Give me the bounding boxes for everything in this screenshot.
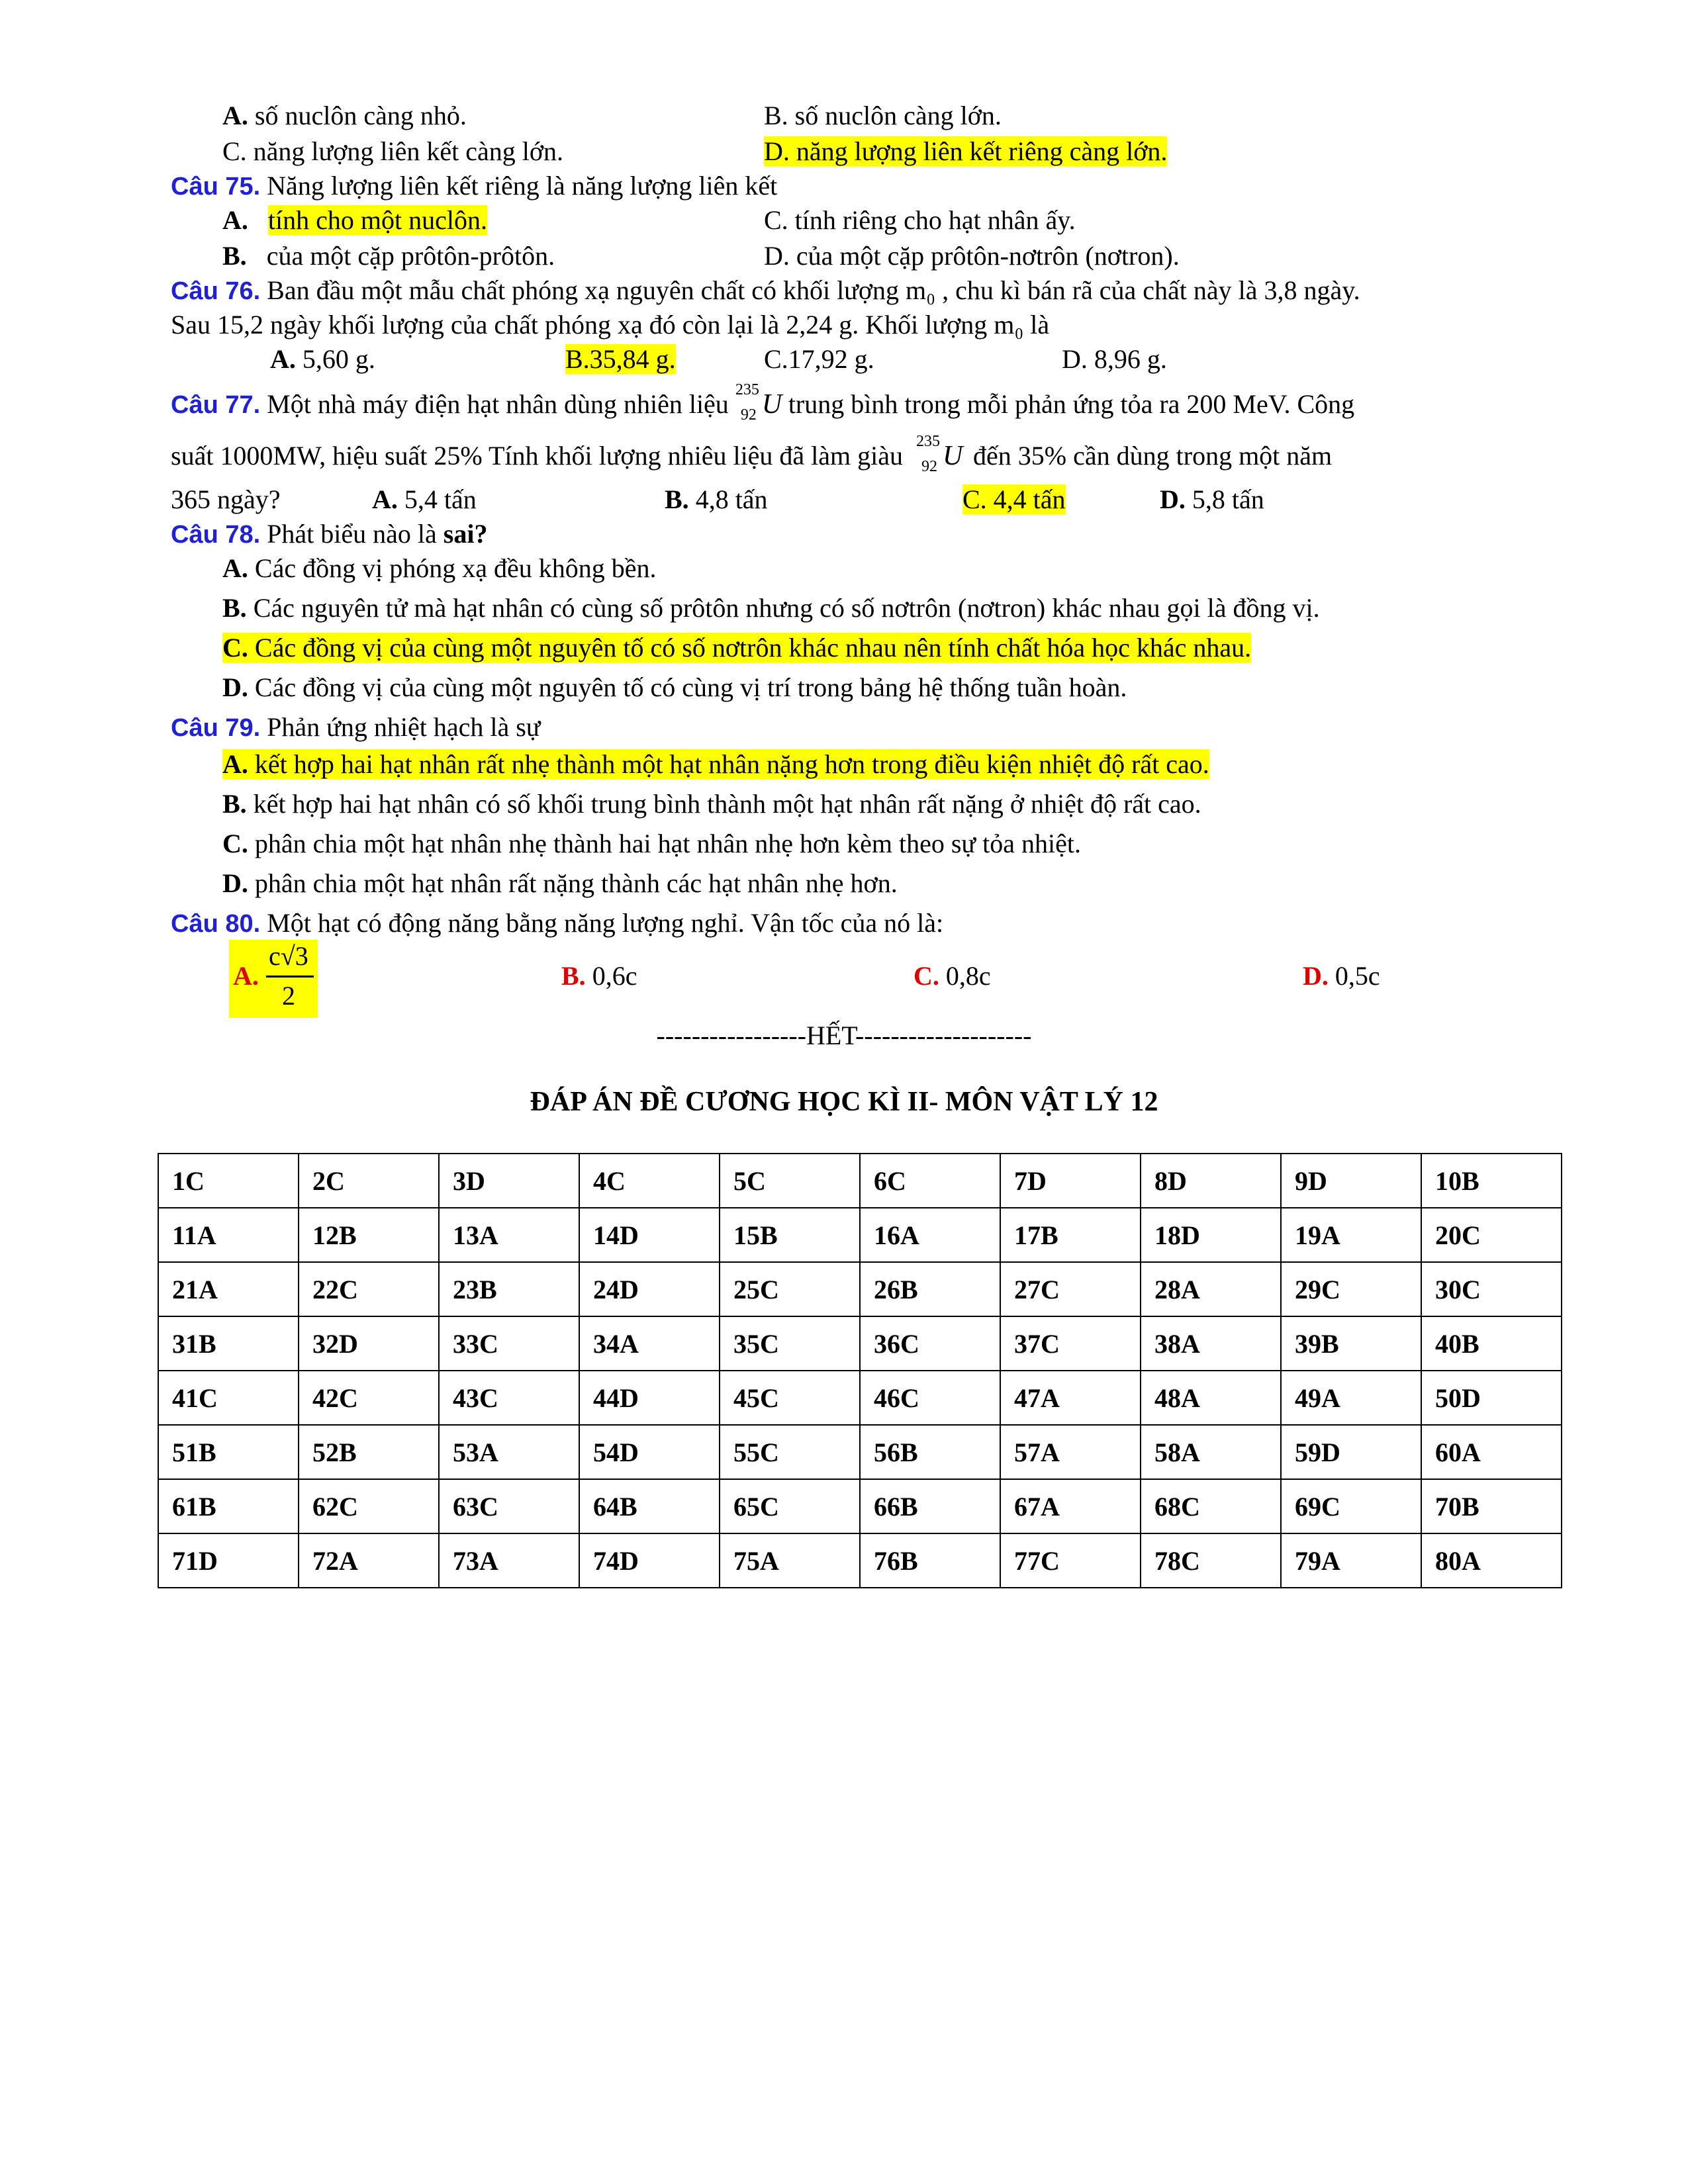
answer-cell: 30C [1421, 1262, 1562, 1316]
answer-cell: 74D [579, 1533, 720, 1588]
q77-option-c [962, 483, 1066, 516]
answer-cell: 32D [299, 1316, 439, 1371]
answer-cell: 23B [439, 1262, 579, 1316]
answer-cell: 62C [299, 1479, 439, 1533]
q80-stem: Câu 80. Một hạt có động năng bằng năng lượng nghỉ. Vận tốc của nó là: [171, 908, 944, 938]
answer-cell: 41C [158, 1371, 299, 1425]
answer-cell: 40B [1421, 1316, 1562, 1371]
answer-cell: 3D [439, 1154, 579, 1208]
answer-cell: 79A [1281, 1533, 1421, 1588]
q79-option-c: C. phân chia một hạt nhân nhẹ thành hai hạt nhân nhẹ hơn kèm theo sự tỏa nhiệt. [222, 829, 1081, 858]
answer-key-table [158, 1153, 1562, 1588]
answer-cell: 10B [1421, 1154, 1562, 1208]
q75-option-c: C. tính riêng cho hạt nhân ấy. [764, 205, 1076, 235]
answer-cell: 16A [860, 1208, 1000, 1262]
q76-answer-highlight: B.35,84 g. [565, 344, 676, 374]
q77-stem-line1: Câu 77. Một nhà máy điện hạt nhân dùng nhiên liệu 235 92 U trung bình trong mỗi phản ứng tỏa ra 200 MeV. Công [171, 381, 1355, 424]
answer-cell: 51B [158, 1425, 299, 1479]
answer-row [158, 1208, 1562, 1262]
answer-cell: 64B [579, 1479, 720, 1533]
answer-cell: 60A [1421, 1425, 1562, 1479]
answer-cell: 55C [720, 1425, 860, 1479]
answer-cell: 18D [1141, 1208, 1281, 1262]
q75-option-d: D. của một cặp prôtôn-nơtrôn (nơtron). [764, 241, 1180, 271]
answer-cell: 68C [1141, 1479, 1281, 1533]
q76-option-d: D. 8,96 g. [1062, 344, 1167, 374]
answer-cell: 12B [299, 1208, 439, 1262]
answer-cell: 21A [158, 1262, 299, 1316]
answer-row [158, 1479, 1562, 1533]
q77-option-a: A. 5,4 tấn [372, 484, 477, 514]
q80-option-b: B. 0,6c [561, 961, 637, 991]
answer-cell: 25C [720, 1262, 860, 1316]
answer-cell: 15B [720, 1208, 860, 1262]
q74-option-d [764, 135, 1167, 168]
answer-cell: 2C [299, 1154, 439, 1208]
answer-cell: 70B [1421, 1479, 1562, 1533]
answer-cell: 59D [1281, 1425, 1421, 1479]
answer-row [158, 1262, 1562, 1316]
answer-cell: 33C [439, 1316, 579, 1371]
q79-option-a [222, 748, 1209, 781]
q76-option-b [565, 343, 676, 376]
q74-answer-highlight: D. năng lượng liên kết riêng càng lớn. [764, 136, 1168, 166]
q76-stem-line1: Câu 76. Ban đầu một mẫu chất phóng xạ nguyên chất có khối lượng m₀ , chu kì bán rã của chất này là 3,8 ngày. [171, 275, 1360, 305]
answer-cell: 14D [579, 1208, 720, 1262]
q79-option-d: D. phân chia một hạt nhân rất nặng thành các hạt nhân nhẹ hơn. [222, 868, 898, 898]
answer-row [158, 1533, 1562, 1588]
q78-option-d: D. Các đồng vị của cùng một nguyên tố có cùng vị trí trong bảng hệ thống tuần hoàn. [222, 672, 1127, 702]
answer-cell: 61B [158, 1479, 299, 1533]
answer-cell: 26B [860, 1262, 1000, 1316]
answer-cell: 11A [158, 1208, 299, 1262]
answer-cell: 75A [720, 1533, 860, 1588]
answer-cell: 56B [860, 1425, 1000, 1479]
q74-option-c: C. năng lượng liên kết càng lớn. [222, 136, 563, 166]
q74-option-b: B. số nuclôn càng lớn. [764, 101, 1002, 130]
answer-cell: 22C [299, 1262, 439, 1316]
q76-option-a: A. 5,60 g. [270, 344, 375, 374]
answer-cell: 72A [299, 1533, 439, 1588]
answer-cell: 53A [439, 1425, 579, 1479]
q75-stem: Câu 75. Năng lượng liên kết riêng là năng lượng liên kết [171, 171, 778, 201]
q76-stem-line2: Sau 15,2 ngày khối lượng của chất phóng xạ đó còn lại là 2,24 g. Khối lượng m₀ là [171, 310, 1050, 340]
answer-cell: 52B [299, 1425, 439, 1479]
q77-answer-highlight: C. 4,4 tấn [962, 484, 1066, 514]
answer-cell: 6C [860, 1154, 1000, 1208]
answer-cell: 80A [1421, 1533, 1562, 1588]
answer-cell: 28A [1141, 1262, 1281, 1316]
q74-option-a: A. số nuclôn càng nhỏ. [222, 101, 467, 130]
answer-cell: 34A [579, 1316, 720, 1371]
q75-option-a: A. tính cho một nuclôn. [222, 205, 487, 235]
answer-cell: 69C [1281, 1479, 1421, 1533]
answer-cell: 39B [1281, 1316, 1421, 1371]
answer-cell: 44D [579, 1371, 720, 1425]
q78-stem: Câu 78. Phát biểu nào là sai? [171, 519, 488, 549]
q80-option-d: D. 0,5c [1303, 961, 1380, 991]
q77-option-d: D. 5,8 tấn [1160, 484, 1264, 514]
q78-option-c [222, 631, 1251, 664]
answer-cell: 58A [1141, 1425, 1281, 1479]
answer-cell: 35C [720, 1316, 860, 1371]
answer-cell: 63C [439, 1479, 579, 1533]
answer-cell: 8D [1141, 1154, 1281, 1208]
q80-option-c: C. 0,8c [914, 961, 991, 991]
answer-cell: 48A [1141, 1371, 1281, 1425]
answer-cell: 43C [439, 1371, 579, 1425]
answer-cell: 7D [1000, 1154, 1141, 1208]
q78-option-b: B. Các nguyên tử mà hạt nhân có cùng số prôtôn nhưng có số nơtrôn (nơtron) khác nhau gọi là đồng vị. [222, 593, 1320, 623]
answer-cell: 47A [1000, 1371, 1141, 1425]
q79-stem: Câu 79. Phản ứng nhiệt hạch là sự [171, 712, 541, 742]
answer-cell: 49A [1281, 1371, 1421, 1425]
q77-stem-line2: suất 1000MW, hiệu suất 25% Tính khối lượng nhiêu liệu đã làm giàu 235 92 U đến 35% cần dùng trong một năm [171, 432, 1333, 475]
fraction-denominator: 2 [282, 981, 295, 1011]
answer-cell: 42C [299, 1371, 439, 1425]
answer-cell: 50D [1421, 1371, 1562, 1425]
q80-option-a: A. c√3 2 [229, 940, 318, 1018]
answer-row [158, 1425, 1562, 1479]
answer-cell: 31B [158, 1316, 299, 1371]
answer-cell: 67A [1000, 1479, 1141, 1533]
uranium-isotope-symbol: 235 92 U [735, 381, 782, 424]
answer-cell: 54D [579, 1425, 720, 1479]
q76-option-c: C.17,92 g. [764, 344, 874, 374]
answer-cell: 38A [1141, 1316, 1281, 1371]
fraction-numerator: c√3 [269, 941, 308, 971]
answer-cell: 9D [1281, 1154, 1421, 1208]
answer-key-body [158, 1154, 1562, 1588]
answer-row [158, 1371, 1562, 1425]
answer-cell: 46C [860, 1371, 1000, 1425]
answer-cell: 13A [439, 1208, 579, 1262]
answer-cell: 17B [1000, 1208, 1141, 1262]
answer-cell: 78C [1141, 1533, 1281, 1588]
answer-cell: 36C [860, 1316, 1000, 1371]
answer-cell: 77C [1000, 1533, 1141, 1588]
q78-option-a: A. Các đồng vị phóng xạ đều không bền. [222, 553, 657, 583]
q79-answer-highlight: A. kết hợp hai hạt nhân rất nhẹ thành một hạt nhân nặng hơn trong điều kiện nhiệt độ rất cao. [222, 749, 1209, 779]
q75-answer-highlight: tính cho một nuclôn. [267, 205, 487, 235]
answer-cell: 19A [1281, 1208, 1421, 1262]
answer-cell: 73A [439, 1533, 579, 1588]
answer-cell: 71D [158, 1533, 299, 1588]
answer-cell: 66B [860, 1479, 1000, 1533]
answer-cell: 24D [579, 1262, 720, 1316]
q77-option-b: B. 4,8 tấn [665, 484, 768, 514]
answer-cell: 27C [1000, 1262, 1141, 1316]
q79-option-b: B. kết hợp hai hạt nhân có số khối trung bình thành một hạt nhân rất nặng ở nhiệt độ rất cao. [222, 789, 1201, 819]
answer-cell: 20C [1421, 1208, 1562, 1262]
uranium-isotope-symbol-2: 235 92 U [916, 432, 963, 475]
answer-key-title: ĐÁP ÁN ĐỀ CƯƠNG HỌC KÌ II- MÔN VẬT LÝ 12 [530, 1087, 1158, 1117]
answer-cell: 29C [1281, 1262, 1421, 1316]
answer-cell: 76B [860, 1533, 1000, 1588]
q75-option-b: B. của một cặp prôtôn-prôtôn. [222, 241, 555, 271]
q77-stem-line3: 365 ngày? [171, 484, 281, 514]
answer-cell: 1C [158, 1154, 299, 1208]
answer-cell: 4C [579, 1154, 720, 1208]
answer-cell: 37C [1000, 1316, 1141, 1371]
q78-answer-highlight: C. Các đồng vị của cùng một nguyên tố có số nơtrôn khác nhau nên tính chất hóa học khác nhau. [222, 633, 1252, 662]
answer-cell: 45C [720, 1371, 860, 1425]
answer-cell: 5C [720, 1154, 860, 1208]
answer-row [158, 1316, 1562, 1371]
fraction-bar [266, 976, 314, 978]
answer-cell: 57A [1000, 1425, 1141, 1479]
answer-row [158, 1154, 1562, 1208]
answer-cell: 65C [720, 1479, 860, 1533]
end-marker: -----------------HẾT-------------------- [656, 1021, 1032, 1050]
